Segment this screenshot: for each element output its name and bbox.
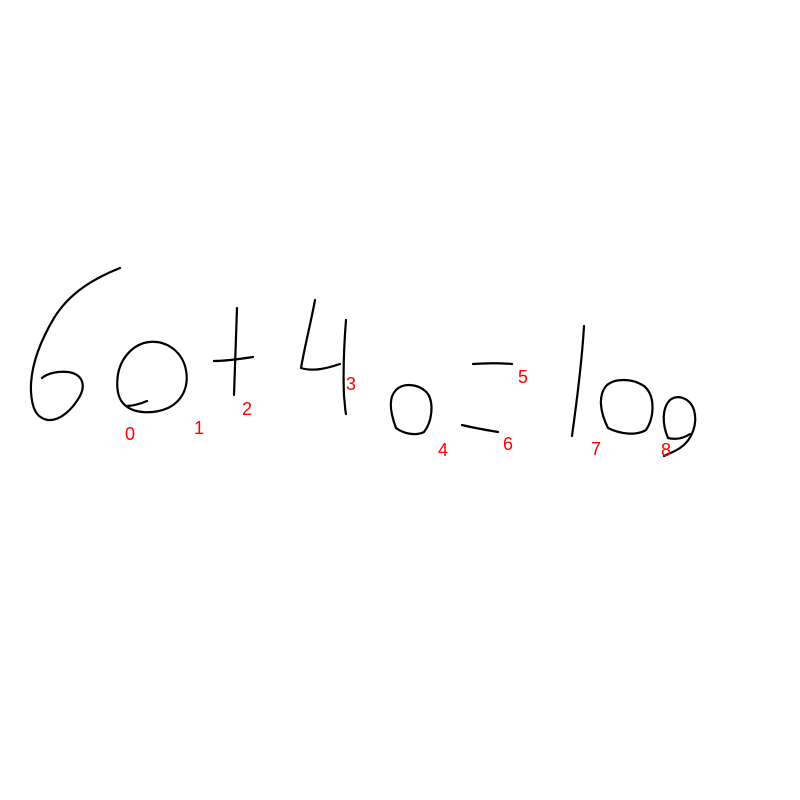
label-0: 0 <box>125 424 136 444</box>
label-6: 6 <box>503 434 514 454</box>
symbol-6-equals-lower <box>462 425 498 432</box>
label-5: 5 <box>518 367 529 387</box>
label-2: 2 <box>242 399 253 419</box>
symbol-4-zero <box>391 385 432 434</box>
label-4: 4 <box>438 440 449 460</box>
label-7: 7 <box>591 439 602 459</box>
index-labels <box>125 367 671 460</box>
label-8: 8 <box>661 440 672 460</box>
label-3: 3 <box>346 374 357 394</box>
symbol-1-zero <box>117 342 186 413</box>
symbol-0-six <box>31 268 120 420</box>
symbol-2-plus <box>214 308 253 395</box>
symbol-8-zero <box>601 380 695 456</box>
symbol-5-equals-upper <box>473 363 512 364</box>
label-1: 1 <box>194 418 205 438</box>
symbol-7-one <box>572 326 584 436</box>
symbol-3-four <box>301 300 346 414</box>
